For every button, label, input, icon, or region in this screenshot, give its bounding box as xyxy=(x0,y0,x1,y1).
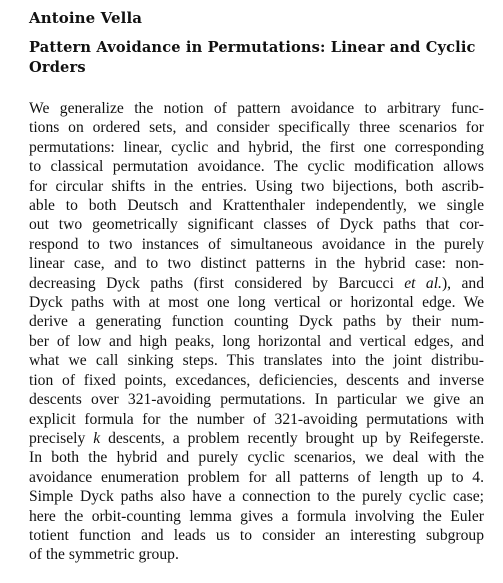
paper-title xyxy=(29,38,484,78)
author-name: Antoine Vella xyxy=(29,9,143,27)
abstract-line-segment: descents, a problem recently brought up by Reifegerste. xyxy=(100,429,484,447)
abstract-line: for circular shifts in the entries. Using two bijections, both ascrib- xyxy=(29,177,484,195)
abstract xyxy=(29,99,484,565)
abstract-line: tion of fixed points, excedances, deficiencies, descents and inverse xyxy=(29,371,484,389)
abstract-line: Dyck paths with at most one long vertical or horizontal edge. We xyxy=(29,294,484,312)
title-line: Orders xyxy=(29,59,86,76)
abstract-line: of the symmetric group. xyxy=(29,546,179,564)
abstract-line: to classical permutation avoidance. The cyclic modification allows xyxy=(29,158,484,176)
abstract-line: able to both Deutsch and Krattenthaler independently, we single xyxy=(29,197,484,215)
abstract-line-segment: ), and xyxy=(441,274,484,292)
abstract-line: derive a generating function counting Dyck paths by their num- xyxy=(29,313,484,331)
abstract-line-segment: precisely xyxy=(29,429,94,447)
abstract-italic-segment: k xyxy=(93,429,101,447)
abstract-italic-segment: et al. xyxy=(404,274,442,292)
abstract-line: linear case, and to two distinct patterns in the hybrid case: non- xyxy=(29,255,484,273)
abstract-line: what we call sinking steps. This translates into the joint distribu- xyxy=(29,352,484,370)
title-line: Pattern Avoidance in Permutations: Linear and Cyclic xyxy=(29,39,476,56)
abstract-line xyxy=(29,429,484,448)
abstract-line: out two geometrically significant classes of Dyck paths that cor- xyxy=(29,216,484,234)
abstract-line: In both the hybrid and purely cyclic scenarios, we deal with the xyxy=(29,449,484,467)
abstract-line: avoidance enumeration problem for all patterns of length up to 4. xyxy=(29,468,484,486)
abstract-line xyxy=(29,274,484,293)
abstract-line: Simple Dyck paths also have a connection to the purely cyclic case; xyxy=(29,488,484,506)
abstract-line: tions on ordered sets, and consider specifically three scenarios for xyxy=(29,119,484,137)
abstract-line: here the orbit-counting lemma gives a formula involving the Euler xyxy=(29,507,484,525)
abstract-line: descents over 321-avoiding permutations. In particular we give an xyxy=(29,391,484,409)
abstract-line: We generalize the notion of pattern avoidance to arbitrary func- xyxy=(29,100,484,117)
abstract-line: permutations: linear, cyclic and hybrid, the first one corresponding xyxy=(29,138,484,156)
abstract-line: ber of low and high peaks, long horizontal and vertical edges, and xyxy=(29,332,484,350)
abstract-line: explicit formula for the number of 321-avoiding permutations with xyxy=(29,410,484,428)
paper-page xyxy=(29,8,484,565)
abstract-line-segment: decreasing Dyck paths (first considered by Barcucci xyxy=(29,274,405,292)
abstract-line: respond to two instances of simultaneous avoidance in the purely xyxy=(29,235,484,253)
abstract-line: totient function and leads us to consider an interesting subgroup xyxy=(29,526,484,544)
